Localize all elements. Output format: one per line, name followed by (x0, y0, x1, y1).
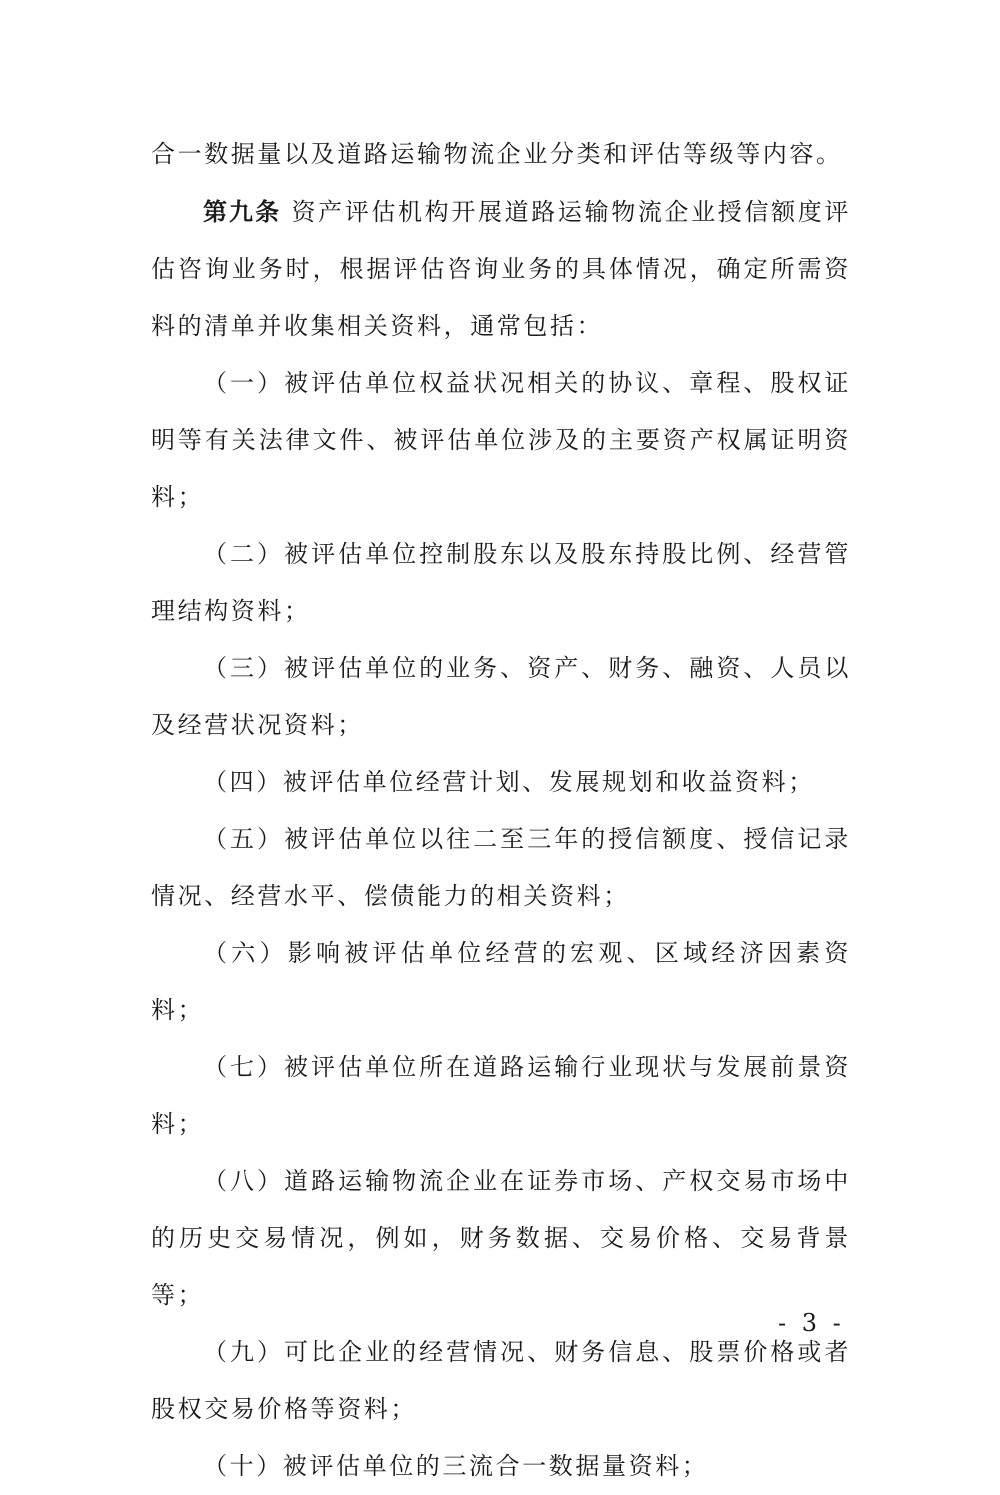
list-item-5: （五）被评估单位以往二至三年的授信额度、授信记录情况、经营水平、偿债能力的相关资料； (151, 825, 851, 910)
list-item-6: （六）影响被评估单位经营的宏观、区域经济因素资料； (151, 939, 851, 1024)
list-item-2: （二）被评估单位控制股东以及股东持股比例、经营管理结构资料； (151, 540, 851, 625)
list-item-1: （一）被评估单位权益状况相关的协议、章程、股权证明等有关法律文件、被评估单位涉及的主要资产权属证明资料； (151, 369, 851, 511)
list-item-3: （三）被评估单位的业务、资产、财务、融资、人员以及经营状况资料； (151, 654, 851, 739)
list-item-10: （十）被评估单位的三流合一数据量资料； (203, 1452, 709, 1480)
document-body (151, 126, 851, 1495)
list-item-4: （四）被评估单位经营计划、发展规划和收益资料； (203, 768, 815, 796)
article-nine-paragraph (151, 183, 851, 355)
continuation-paragraph: 合一数据量以及道路运输物流企业分类和评估等级等内容。 (151, 140, 843, 168)
article-text: 资产评估机构开展道路运输物流企业授信额度评估咨询业务时，根据评估咨询业务的具体情况，确定所需资料的清单并收集相关资料，通常包括： (151, 198, 851, 340)
list-item-9: （九）可比企业的经营情况、财务信息、股票价格或者股权交易价格等资料； (151, 1338, 851, 1423)
article-label: 第九条 (203, 197, 282, 226)
list-item-7: （七）被评估单位所在道路运输行业现状与发展前景资料； (151, 1053, 851, 1138)
page-number: - 3 - (778, 1309, 845, 1337)
list-item-8: （八）道路运输物流企业在证券市场、产权交易市场中的历史交易情况，例如，财务数据、交易价格、交易背景等； (151, 1167, 851, 1309)
